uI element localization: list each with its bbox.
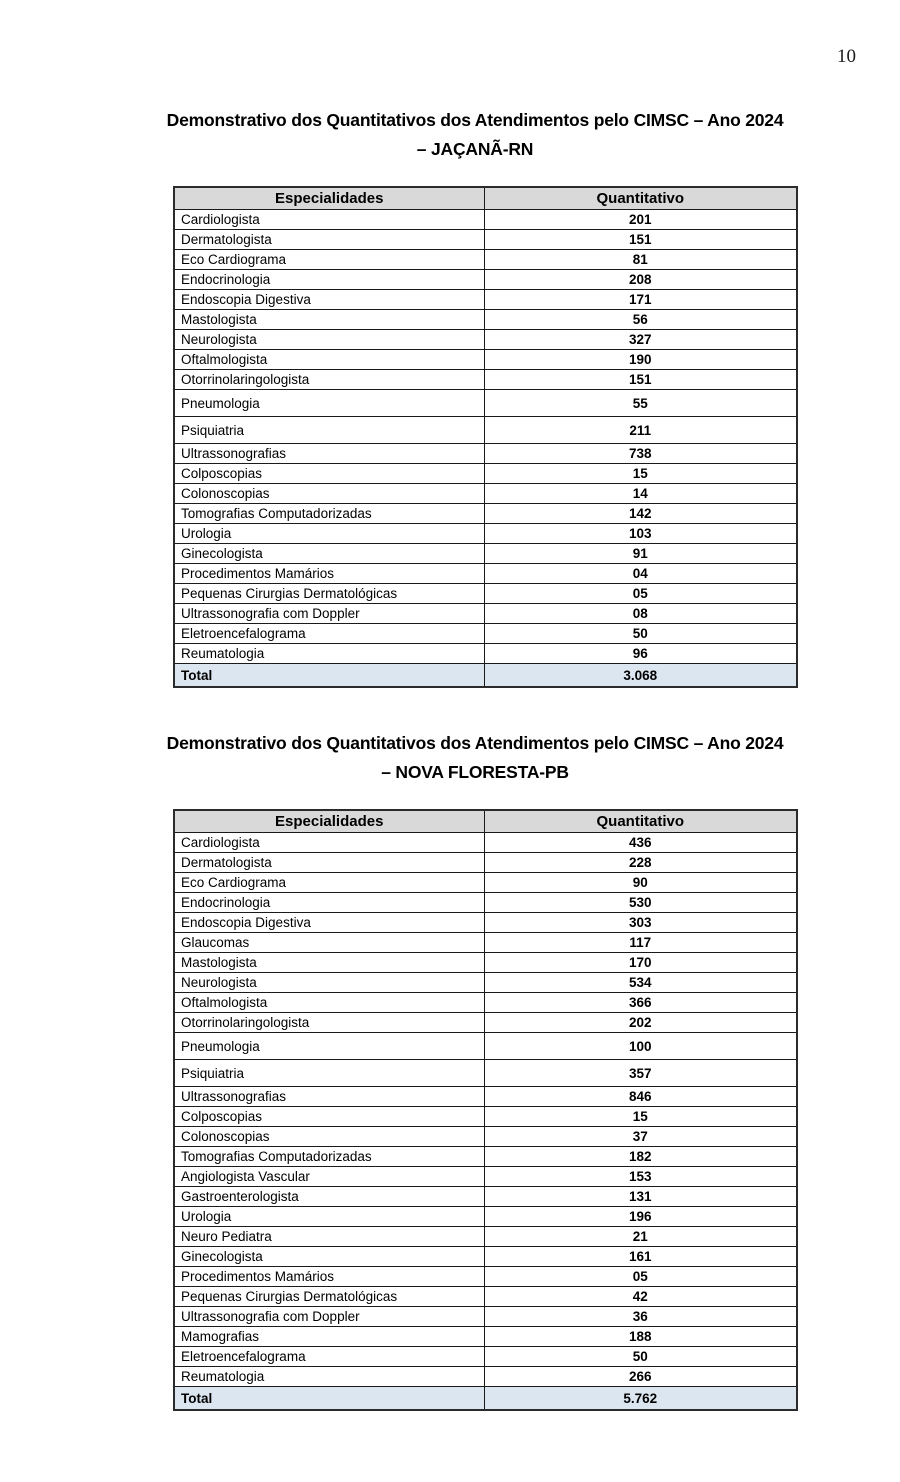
quantity-cell: 100 xyxy=(484,1033,797,1060)
quantity-cell: 846 xyxy=(484,1087,797,1107)
quantity-cell: 15 xyxy=(484,464,797,484)
specialty-cell: Eletroencefalograma xyxy=(174,624,484,644)
table-row xyxy=(174,1327,797,1347)
quantity-cell: 228 xyxy=(484,853,797,873)
table-header-row xyxy=(174,187,797,210)
quantity-cell: 303 xyxy=(484,913,797,933)
quantity-cell: 188 xyxy=(484,1327,797,1347)
specialty-cell: Pneumologia xyxy=(174,390,484,417)
table-row xyxy=(174,1247,797,1267)
quantity-cell: 202 xyxy=(484,1013,797,1033)
quantity-cell: 171 xyxy=(484,290,797,310)
quantity-cell: 14 xyxy=(484,484,797,504)
column-header-especialidades: Especialidades xyxy=(174,810,484,833)
quantity-cell: 196 xyxy=(484,1207,797,1227)
table-row xyxy=(174,564,797,584)
specialty-cell: Pequenas Cirurgias Dermatológicas xyxy=(174,1287,484,1307)
quantity-cell: 05 xyxy=(484,584,797,604)
specialty-cell: Oftalmologista xyxy=(174,993,484,1013)
total-row xyxy=(174,664,797,688)
quantity-cell: 182 xyxy=(484,1147,797,1167)
table-row xyxy=(174,1187,797,1207)
table-row xyxy=(174,1167,797,1187)
quantity-cell: 211 xyxy=(484,417,797,444)
specialty-cell: Reumatologia xyxy=(174,1367,484,1387)
specialty-cell: Procedimentos Mamários xyxy=(174,564,484,584)
table-row xyxy=(174,544,797,564)
quantity-cell: 436 xyxy=(484,833,797,853)
specialty-cell: Oftalmologista xyxy=(174,350,484,370)
column-header-quantitativo: Quantitativo xyxy=(484,187,797,210)
table-row xyxy=(174,1347,797,1367)
table-row xyxy=(174,1227,797,1247)
quantity-cell: 327 xyxy=(484,330,797,350)
table-row xyxy=(174,310,797,330)
specialty-cell: Psiquiatria xyxy=(174,1060,484,1087)
table-row xyxy=(174,330,797,350)
table-row xyxy=(174,1367,797,1387)
table-row xyxy=(174,370,797,390)
specialty-cell: Eco Cardiograma xyxy=(174,873,484,893)
specialty-cell: Glaucomas xyxy=(174,933,484,953)
specialty-cell: Ginecologista xyxy=(174,1247,484,1267)
table-row xyxy=(174,833,797,853)
table-row xyxy=(174,973,797,993)
quantity-cell: 08 xyxy=(484,604,797,624)
table-row xyxy=(174,444,797,464)
specialty-cell: Colonoscopias xyxy=(174,484,484,504)
quantity-cell: 530 xyxy=(484,893,797,913)
table-row xyxy=(174,1107,797,1127)
specialty-cell: Cardiologista xyxy=(174,833,484,853)
total-value-cell: 5.762 xyxy=(484,1387,797,1411)
specialty-cell: Colonoscopias xyxy=(174,1127,484,1147)
total-value-cell: 3.068 xyxy=(484,664,797,688)
specialty-cell: Otorrinolaringologista xyxy=(174,370,484,390)
table-row xyxy=(174,1127,797,1147)
quantity-cell: 170 xyxy=(484,953,797,973)
page-number: 10 xyxy=(837,46,856,67)
specialty-cell: Tomografias Computadorizadas xyxy=(174,504,484,524)
table-row xyxy=(174,230,797,250)
specialty-cell: Eletroencefalograma xyxy=(174,1347,484,1367)
table-row xyxy=(174,250,797,270)
quantity-cell: 201 xyxy=(484,210,797,230)
table-row xyxy=(174,1013,797,1033)
table-row xyxy=(174,913,797,933)
table-row xyxy=(174,524,797,544)
table-row xyxy=(174,1307,797,1327)
quantity-cell: 56 xyxy=(484,310,797,330)
quantity-cell: 81 xyxy=(484,250,797,270)
specialties-table-jacana xyxy=(173,186,798,688)
table-row xyxy=(174,1060,797,1087)
quantity-cell: 50 xyxy=(484,1347,797,1367)
table-row xyxy=(174,933,797,953)
table-row xyxy=(174,893,797,913)
total-label-cell: Total xyxy=(174,1387,484,1411)
quantity-cell: 37 xyxy=(484,1127,797,1147)
quantity-cell: 151 xyxy=(484,230,797,250)
table-row xyxy=(174,417,797,444)
table-row xyxy=(174,504,797,524)
specialty-cell: Mastologista xyxy=(174,953,484,973)
section-title-line1: Demonstrativo dos Quantitativos dos Atendimentos pelo CIMSC – Ano 2024 xyxy=(166,110,784,130)
specialty-cell: Urologia xyxy=(174,1207,484,1227)
quantity-cell: 05 xyxy=(484,1267,797,1287)
quantity-cell: 151 xyxy=(484,370,797,390)
quantity-cell: 131 xyxy=(484,1187,797,1207)
specialty-cell: Colposcopias xyxy=(174,1107,484,1127)
table-row xyxy=(174,290,797,310)
specialty-cell: Dermatologista xyxy=(174,230,484,250)
specialty-cell: Procedimentos Mamários xyxy=(174,1267,484,1287)
specialty-cell: Ultrassonografia com Doppler xyxy=(174,604,484,624)
specialty-cell: Otorrinolaringologista xyxy=(174,1013,484,1033)
specialty-cell: Gastroenterologista xyxy=(174,1187,484,1207)
specialty-cell: Ultrassonografias xyxy=(174,1087,484,1107)
specialty-cell: Ultrassonografia com Doppler xyxy=(174,1307,484,1327)
quantity-cell: 266 xyxy=(484,1367,797,1387)
specialty-cell: Ginecologista xyxy=(174,544,484,564)
section-title-line2: – JAÇANÃ-RN xyxy=(416,139,534,159)
specialty-cell: Pneumologia xyxy=(174,1033,484,1060)
table-row xyxy=(174,210,797,230)
quantity-cell: 91 xyxy=(484,544,797,564)
specialty-cell: Urologia xyxy=(174,524,484,544)
specialty-cell: Dermatologista xyxy=(174,853,484,873)
quantity-cell: 50 xyxy=(484,624,797,644)
table-header-row xyxy=(174,810,797,833)
specialty-cell: Endocrinologia xyxy=(174,270,484,290)
table-row xyxy=(174,953,797,973)
specialty-cell: Endoscopia Digestiva xyxy=(174,913,484,933)
quantity-cell: 208 xyxy=(484,270,797,290)
table-row xyxy=(174,350,797,370)
specialty-cell: Mastologista xyxy=(174,310,484,330)
specialty-cell: Tomografias Computadorizadas xyxy=(174,1147,484,1167)
column-header-quantitativo: Quantitativo xyxy=(484,810,797,833)
table-row xyxy=(174,1207,797,1227)
table-row xyxy=(174,1033,797,1060)
table-row xyxy=(174,1287,797,1307)
column-header-especialidades: Especialidades xyxy=(174,187,484,210)
quantity-cell: 366 xyxy=(484,993,797,1013)
quantity-cell: 15 xyxy=(484,1107,797,1127)
table-row xyxy=(174,604,797,624)
quantity-cell: 36 xyxy=(484,1307,797,1327)
specialty-cell: Eco Cardiograma xyxy=(174,250,484,270)
quantity-cell: 42 xyxy=(484,1287,797,1307)
section-title-line1: Demonstrativo dos Quantitativos dos Atendimentos pelo CIMSC – Ano 2024 xyxy=(166,733,784,753)
table-row xyxy=(174,1267,797,1287)
quantity-cell: 190 xyxy=(484,350,797,370)
quantity-cell: 534 xyxy=(484,973,797,993)
specialty-cell: Neuro Pediatra xyxy=(174,1227,484,1247)
quantity-cell: 153 xyxy=(484,1167,797,1187)
specialty-cell: Reumatologia xyxy=(174,644,484,664)
quantity-cell: 96 xyxy=(484,644,797,664)
specialties-table-nova-floresta xyxy=(173,809,798,1411)
specialty-cell: Neurologista xyxy=(174,330,484,350)
table-row xyxy=(174,270,797,290)
specialty-cell: Mamografias xyxy=(174,1327,484,1347)
quantity-cell: 357 xyxy=(484,1060,797,1087)
quantity-cell: 161 xyxy=(484,1247,797,1267)
table-row xyxy=(174,464,797,484)
table-row xyxy=(174,390,797,417)
specialty-cell: Endocrinologia xyxy=(174,893,484,913)
total-label-cell: Total xyxy=(174,664,484,688)
specialty-cell: Colposcopias xyxy=(174,464,484,484)
table-row xyxy=(174,624,797,644)
table-row xyxy=(174,993,797,1013)
total-row xyxy=(174,1387,797,1411)
specialty-cell: Neurologista xyxy=(174,973,484,993)
quantity-cell: 142 xyxy=(484,504,797,524)
specialty-cell: Psiquiatria xyxy=(174,417,484,444)
quantity-cell: 21 xyxy=(484,1227,797,1247)
quantity-cell: 117 xyxy=(484,933,797,953)
specialty-cell: Cardiologista xyxy=(174,210,484,230)
specialty-cell: Endoscopia Digestiva xyxy=(174,290,484,310)
table-row xyxy=(174,484,797,504)
quantity-cell: 103 xyxy=(484,524,797,544)
table-row xyxy=(174,873,797,893)
table-row xyxy=(174,584,797,604)
specialty-cell: Ultrassonografias xyxy=(174,444,484,464)
quantity-cell: 04 xyxy=(484,564,797,584)
specialty-cell: Angiologista Vascular xyxy=(174,1167,484,1187)
table-row xyxy=(174,1147,797,1167)
table-row xyxy=(174,1087,797,1107)
section-title-line2: – NOVA FLORESTA-PB xyxy=(381,762,569,782)
section-title-jacana xyxy=(0,106,900,164)
table-row xyxy=(174,644,797,664)
quantity-cell: 55 xyxy=(484,390,797,417)
table-row xyxy=(174,853,797,873)
section-title-nova-floresta xyxy=(0,729,900,787)
quantity-cell: 90 xyxy=(484,873,797,893)
specialty-cell: Pequenas Cirurgias Dermatológicas xyxy=(174,584,484,604)
quantity-cell: 738 xyxy=(484,444,797,464)
